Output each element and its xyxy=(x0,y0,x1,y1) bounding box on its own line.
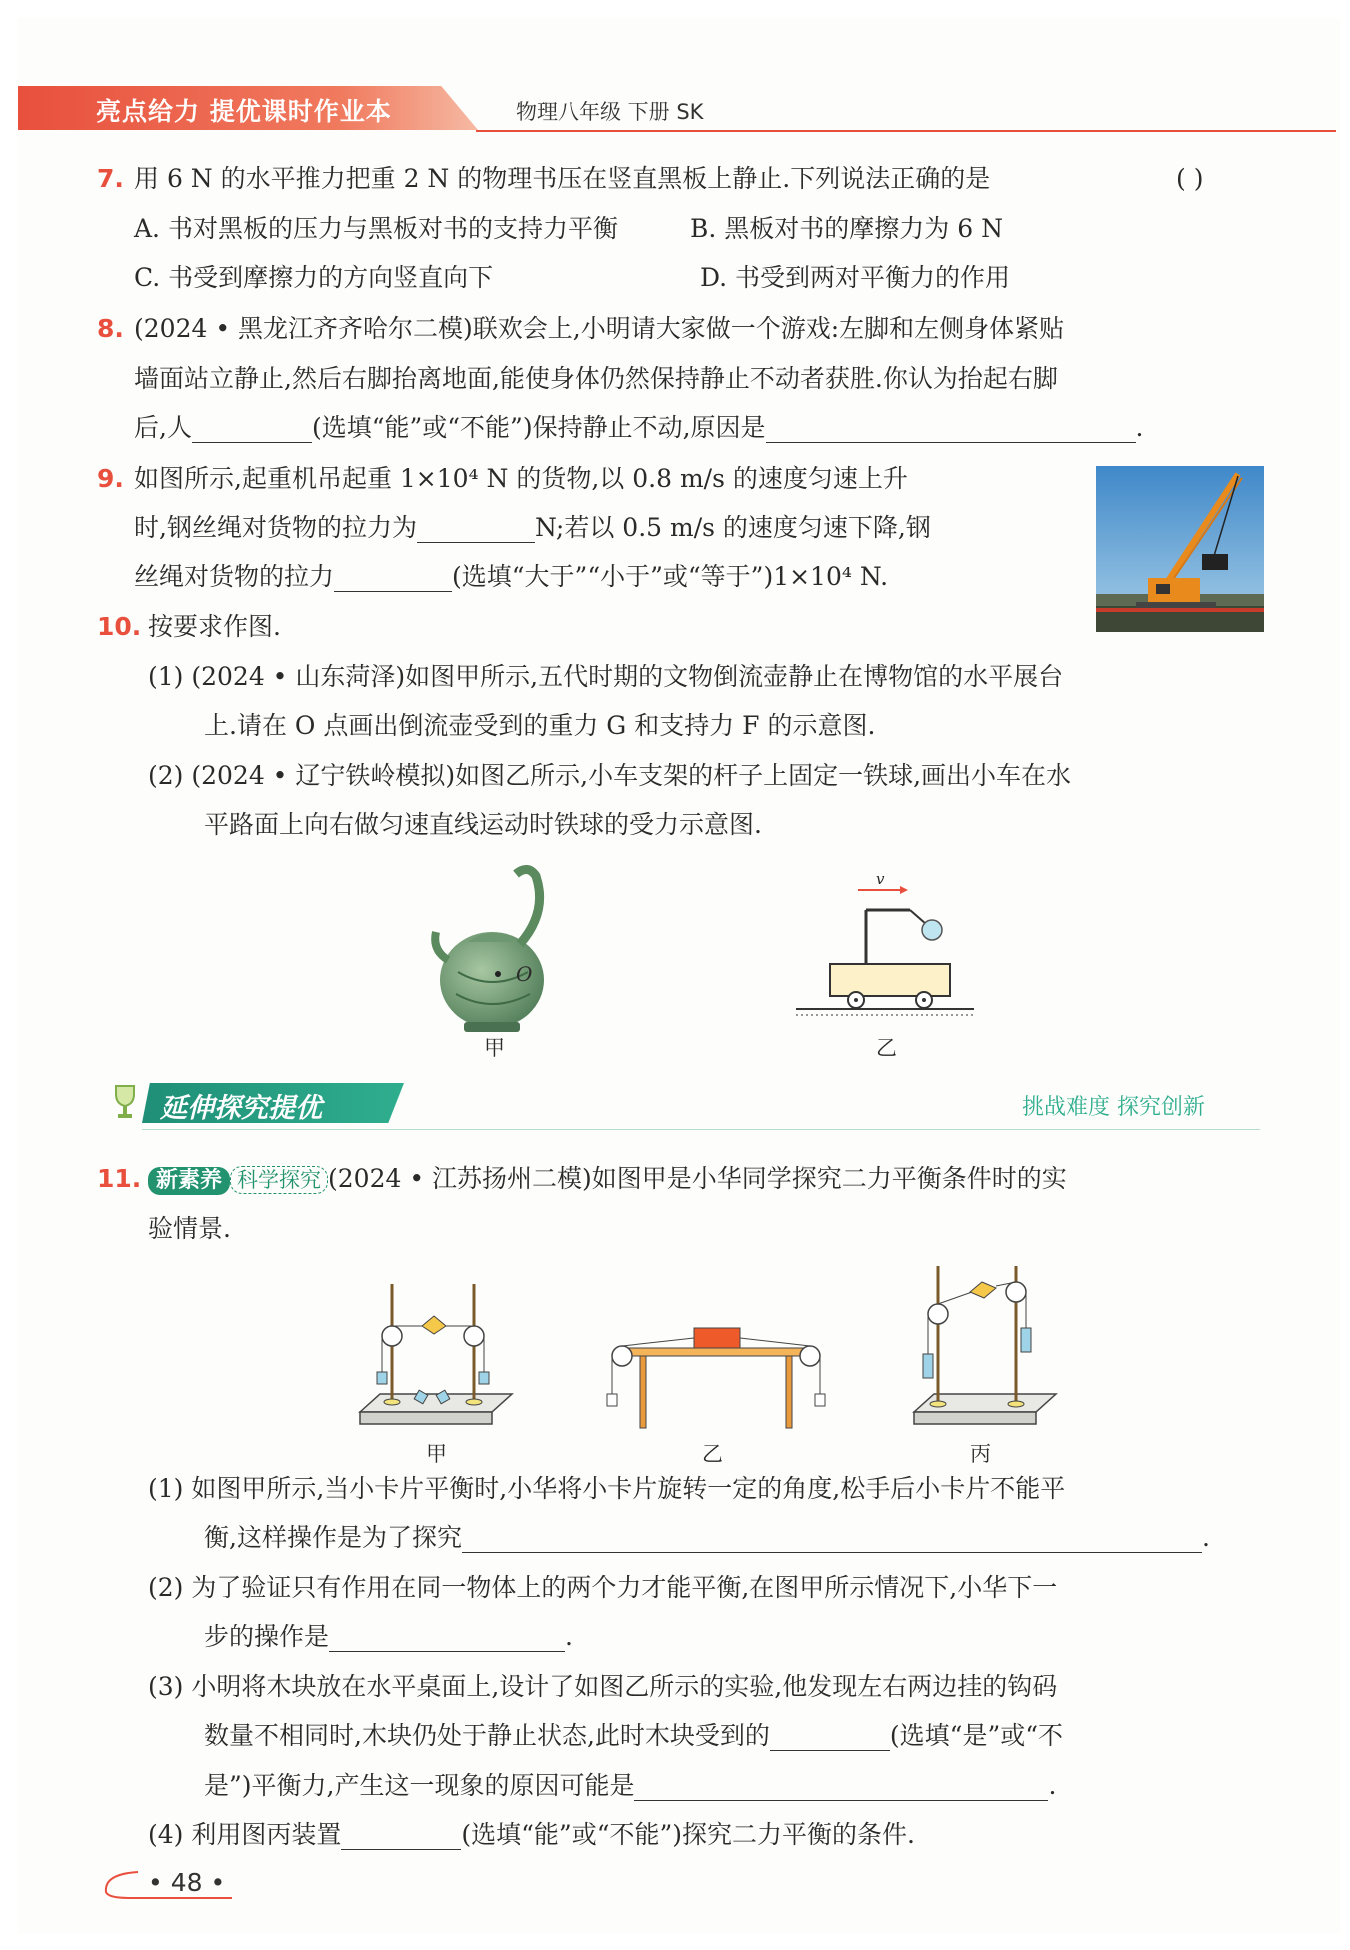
q10-part2-line2: 平路面上向右做匀速直线运动时铁球的受力示意图. xyxy=(204,810,762,839)
q11-part3-text-a: 数量不相同时,木块仍处于静止状态,此时木块受到的 xyxy=(204,1721,770,1750)
q11-part3-line3 xyxy=(204,1771,1056,1801)
q10-number: 10. xyxy=(97,612,142,641)
q11-part2-text: 步的操作是 xyxy=(204,1622,330,1651)
fig11-caption-yi: 乙 xyxy=(702,1442,723,1466)
q9-line2-b: N;若以 0.5 m/s 的速度匀速下降,钢 xyxy=(534,513,931,542)
q7-option-d: D. 书受到两对平衡力的作用 xyxy=(700,263,1011,292)
q9-line2-a: 时,钢丝绳对货物的拉力为 xyxy=(134,513,417,542)
fig11-caption-jia: 甲 xyxy=(426,1442,447,1466)
q7-number: 7. xyxy=(97,164,124,193)
q11-blank-1[interactable] xyxy=(462,1526,1202,1553)
header-subject: 物理八年级 下册 SK xyxy=(516,100,704,124)
q11-part4-text-a: (4) 利用图丙装置 xyxy=(148,1820,342,1849)
trophy-icon xyxy=(110,1080,140,1124)
q9-blank-2[interactable] xyxy=(334,565,452,592)
q9-line2 xyxy=(134,513,931,543)
q11-part4-text-b: (选填“能”或“不能”)探究二力平衡的条件. xyxy=(461,1820,915,1849)
q11-blank-2[interactable] xyxy=(329,1625,565,1652)
q11-part1-line2 xyxy=(204,1523,1210,1553)
q7-stem: 用 6 N 的水平推力把重 2 N 的物理书压在竖直黑板上静止.下列说法正确的是 xyxy=(134,164,991,193)
q9-line1: 如图所示,起重机吊起重 1×10⁴ N 的货物,以 0.8 m/s 的速度匀速上升 xyxy=(134,464,908,493)
section-rule xyxy=(142,1129,1260,1130)
q8-line3 xyxy=(134,413,1143,443)
q11-stem-line2: 验情景. xyxy=(148,1214,231,1243)
ewer-point-o: O xyxy=(516,962,533,986)
fig10-caption-yi: 乙 xyxy=(876,1036,897,1060)
q11-tag-science-inquiry: 科学探究 xyxy=(230,1166,328,1194)
q11-part2-line1: (2) 为了验证只有作用在同一物体上的两个力才能平衡,在图甲所示情况下,小华下一 xyxy=(148,1573,1058,1602)
q8-line3-b: (选填“能”或“不能”)保持静止不动,原因是 xyxy=(311,413,766,442)
q9-blank-1[interactable] xyxy=(417,516,535,543)
q7-option-a: A. 书对黑板的压力与黑板对书的支持力平衡 xyxy=(134,214,618,243)
apparatus-yi xyxy=(604,1322,828,1434)
q11-part2-line2 xyxy=(204,1622,573,1652)
section-title: 延伸探究提优 xyxy=(160,1093,322,1124)
q11-part3-dot: . xyxy=(1048,1771,1057,1800)
header-brand: 亮点给力 提优课时作业本 xyxy=(96,97,392,126)
q11-blank-3[interactable] xyxy=(770,1724,890,1751)
q8-blank-1[interactable] xyxy=(192,416,312,443)
q9-number: 9. xyxy=(97,464,124,493)
q11-part3-text-b: (选填“是”或“不 xyxy=(889,1721,1064,1750)
apparatus-bing xyxy=(910,1262,1060,1432)
fig10-caption-jia: 甲 xyxy=(484,1036,505,1060)
q8-line3-a: 后,人 xyxy=(134,413,192,442)
q11-part1-text: 衡,这样操作是为了探究 xyxy=(204,1523,462,1552)
q11-tag-new-literacy: 新素养 xyxy=(148,1167,230,1195)
q8-number: 8. xyxy=(97,314,124,343)
q11-blank-5[interactable] xyxy=(341,1823,461,1850)
page-number: • 48 • xyxy=(148,1868,226,1897)
q9-line3-b: (选填“大于”“小于”或“等于”)1×10⁴ N. xyxy=(452,562,889,591)
section-subtitle: 挑战难度 探究创新 xyxy=(1022,1095,1205,1120)
q11-part3-text-c: 是”)平衡力,产生这一现象的原因可能是 xyxy=(204,1771,635,1800)
ewer-figure xyxy=(428,862,562,1034)
q11-part3-line2 xyxy=(204,1721,1063,1751)
q7-option-b: B. 黑板对书的摩擦力为 6 N xyxy=(690,214,1003,243)
q8-line1: (2024 • 黑龙江齐齐哈尔二模)联欢会上,小明请大家做一个游戏:左脚和左侧身体紧贴 xyxy=(134,314,1065,343)
q11-part1-line1: (1) 如图甲所示,当小卡片平衡时,小华将小卡片旋转一定的角度,松手后小卡片不能平 xyxy=(148,1474,1066,1503)
q10-part1-line1: (1) (2024 • 山东菏泽)如图甲所示,五代时期的文物倒流壶静止在博物馆的水平展台 xyxy=(148,662,1064,691)
q7-answer-paren: ( ) xyxy=(1176,164,1204,193)
fig11-caption-bing: 丙 xyxy=(970,1442,991,1466)
q8-blank-2[interactable] xyxy=(766,416,1136,443)
q11-part4-line xyxy=(148,1820,915,1850)
q8-line2: 墙面站立静止,然后右脚抬离地面,能使身体仍然保持静止不动者获胜.你认为抬起右脚 xyxy=(134,364,1058,393)
header-rule xyxy=(476,130,1336,132)
q11-stem-line1 xyxy=(148,1164,1067,1195)
q8-line3-end: . xyxy=(1135,413,1144,442)
q7-option-c: C. 书受到摩擦力的方向竖直向下 xyxy=(134,263,494,292)
q9-line3 xyxy=(134,562,888,592)
cart-velocity-label: v xyxy=(876,870,885,888)
apparatus-jia xyxy=(356,1274,516,1432)
q11-part2-dot: . xyxy=(565,1622,573,1651)
q11-part3-line1: (3) 小明将木块放在水平桌面上,设计了如图乙所示的实验,他发现左右两边挂的钩码 xyxy=(148,1672,1058,1701)
q10-stem: 按要求作图. xyxy=(148,612,281,641)
q10-part2-line1: (2) (2024 • 辽宁铁岭模拟)如图乙所示,小车支架的杆子上固定一铁球,画出小车在水 xyxy=(148,761,1072,790)
q11-number: 11. xyxy=(97,1164,142,1193)
q9-line3-a: 丝绳对货物的拉力 xyxy=(134,562,335,591)
q10-part1-line2: 上.请在 O 点画出倒流壶受到的重力 G 和支持力 F 的示意图. xyxy=(204,711,876,740)
cart-figure xyxy=(790,868,980,1026)
q11-part1-dot: . xyxy=(1201,1523,1210,1552)
crane-photo xyxy=(1096,466,1264,632)
q11-stem-text: (2024 • 江苏扬州二模)如图甲是小华同学探究二力平衡条件时的实 xyxy=(328,1164,1067,1193)
q11-blank-4[interactable] xyxy=(634,1774,1048,1801)
